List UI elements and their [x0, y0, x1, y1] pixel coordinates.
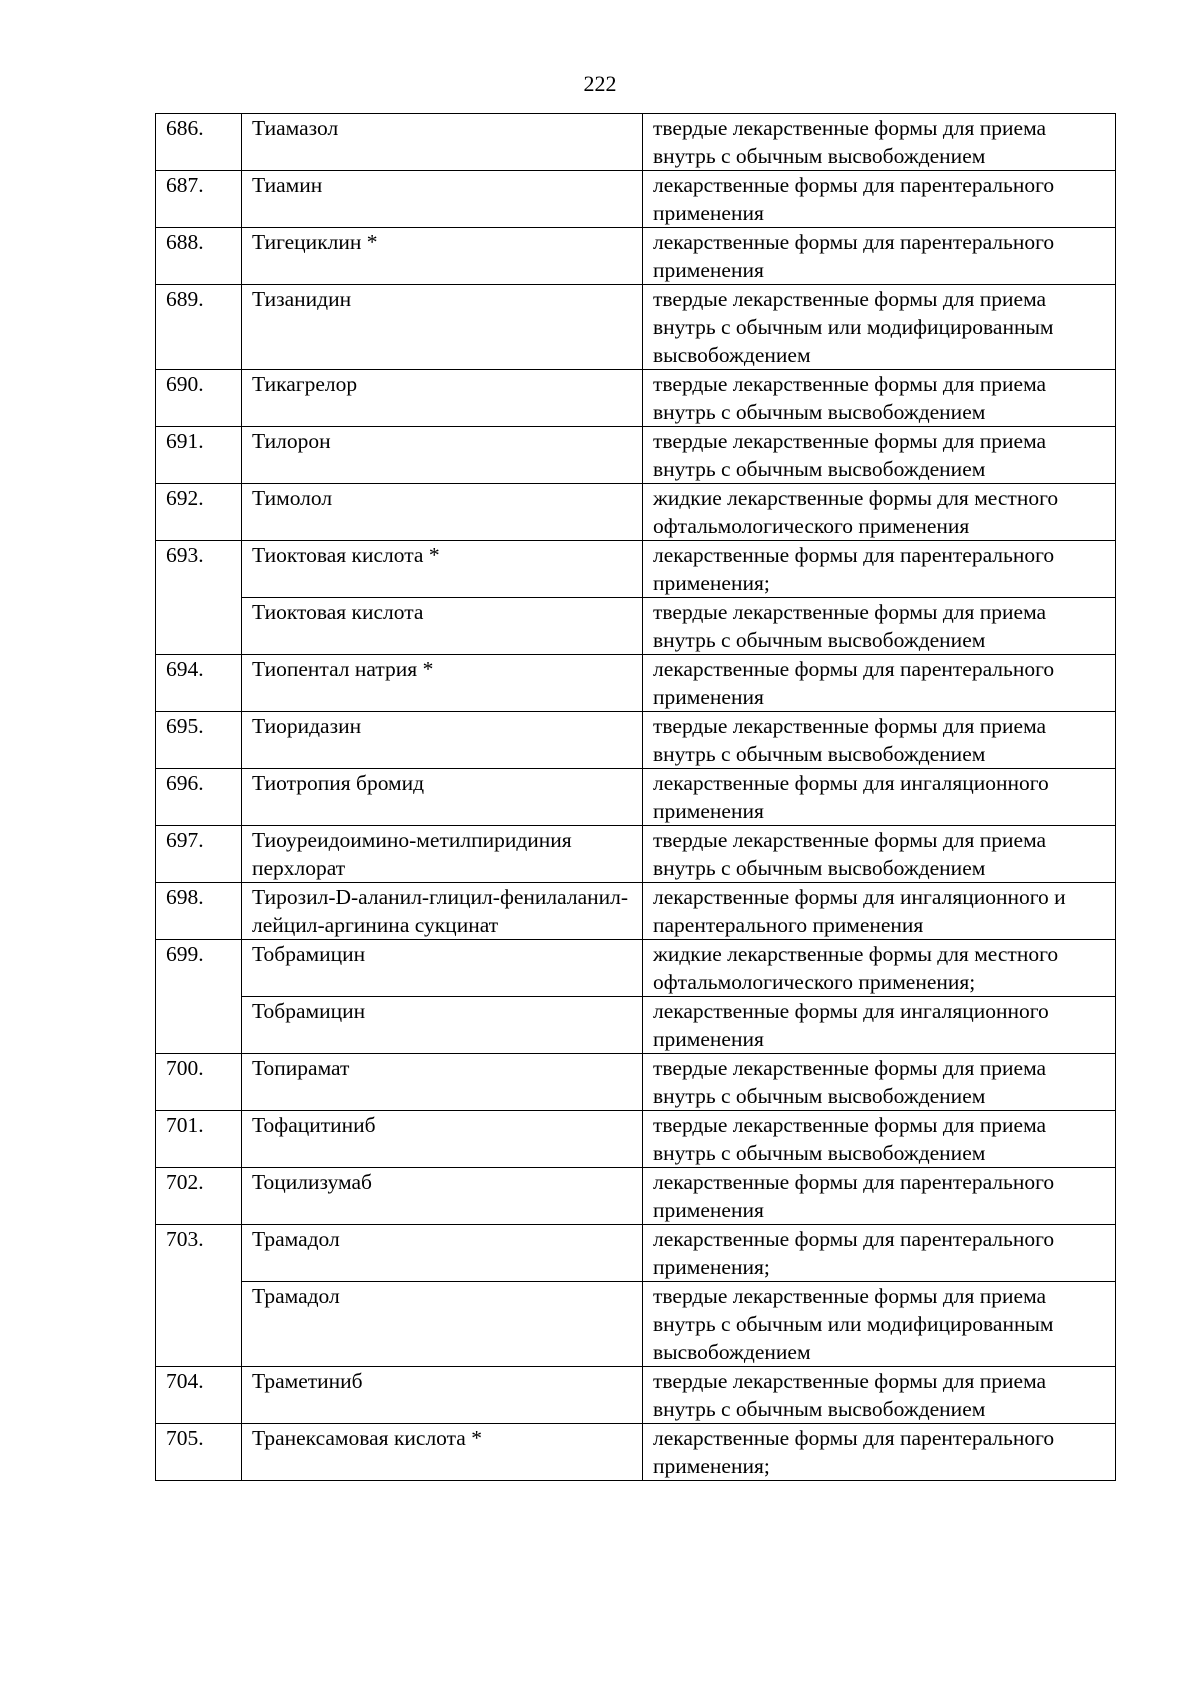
row-number: 691.: [156, 427, 242, 484]
dosage-form: лекарственные формы для парентерального применения: [643, 228, 1116, 285]
table-row: [156, 1367, 1116, 1424]
row-number: 697.: [156, 826, 242, 883]
dosage-form: твердые лекарственные формы для приема внутрь с обычным высвобождением: [643, 1367, 1116, 1424]
table-row: [156, 769, 1116, 826]
dosage-form: твердые лекарственные формы для приема внутрь с обычным высвобождением: [643, 370, 1116, 427]
drug-name: Тилорон: [242, 427, 643, 484]
row-number: 694.: [156, 655, 242, 712]
table-row: [156, 1225, 1116, 1282]
row-number: 686.: [156, 114, 242, 171]
table-row: [156, 1424, 1116, 1481]
drug-name: Тигециклин *: [242, 228, 643, 285]
table-row: [156, 1054, 1116, 1111]
drug-name: Тиамазол: [242, 114, 643, 171]
row-number: 701.: [156, 1111, 242, 1168]
row-number: 687.: [156, 171, 242, 228]
row-number: 705.: [156, 1424, 242, 1481]
drug-name: Топирамат: [242, 1054, 643, 1111]
row-number: 688.: [156, 228, 242, 285]
row-number: 692.: [156, 484, 242, 541]
dosage-form: лекарственные формы для ингаляционного и парентерального применения: [643, 883, 1116, 940]
dosage-form: жидкие лекарственные формы для местного офтальмологического применения: [643, 484, 1116, 541]
drug-name: Тиоктовая кислота: [242, 598, 643, 655]
drug-name: Тиотропия бромид: [242, 769, 643, 826]
drug-name: Тимолол: [242, 484, 643, 541]
table-row: [156, 712, 1116, 769]
drug-name: Тоцилизумаб: [242, 1168, 643, 1225]
dosage-form: лекарственные формы для парентерального применения;: [643, 1225, 1116, 1282]
row-number: 704.: [156, 1367, 242, 1424]
row-number: 700.: [156, 1054, 242, 1111]
drug-name: Тиоуреидоимино-метилпиридиния перхлорат: [242, 826, 643, 883]
dosage-form: твердые лекарственные формы для приема внутрь с обычным или модифицированным высвобождением: [643, 285, 1116, 370]
table-row: [156, 484, 1116, 541]
table-row: [156, 285, 1116, 370]
drug-name: Тикагрелор: [242, 370, 643, 427]
drug-name: Траметиниб: [242, 1367, 643, 1424]
table-row: [156, 826, 1116, 883]
table-row: [156, 1282, 1116, 1367]
drug-name: Тиопентал натрия *: [242, 655, 643, 712]
table-row: [156, 228, 1116, 285]
drug-name: Тиамин: [242, 171, 643, 228]
dosage-form: твердые лекарственные формы для приема внутрь с обычным высвобождением: [643, 598, 1116, 655]
table-row: [156, 1111, 1116, 1168]
dosage-form: лекарственные формы для ингаляционного применения: [643, 769, 1116, 826]
table-row: [156, 171, 1116, 228]
dosage-form: лекарственные формы для парентерального применения: [643, 1168, 1116, 1225]
table-row: [156, 655, 1116, 712]
dosage-form: твердые лекарственные формы для приема внутрь с обычным высвобождением: [643, 712, 1116, 769]
table-row: [156, 940, 1116, 997]
table-row: [156, 883, 1116, 940]
row-number: 693.: [156, 541, 242, 655]
table-row: [156, 114, 1116, 171]
dosage-form: жидкие лекарственные формы для местного офтальмологического применения;: [643, 940, 1116, 997]
row-number: 699.: [156, 940, 242, 1054]
table-row: [156, 370, 1116, 427]
row-number: 702.: [156, 1168, 242, 1225]
drug-name: Трамадол: [242, 1225, 643, 1282]
dosage-form: лекарственные формы для парентерального применения;: [643, 541, 1116, 598]
drug-name: Тирозил-D-аланил-глицил-фенилаланил-лейцил-аргинина сукцинат: [242, 883, 643, 940]
row-number: 696.: [156, 769, 242, 826]
dosage-form: твердые лекарственные формы для приема внутрь с обычным высвобождением: [643, 1054, 1116, 1111]
table-row: [156, 541, 1116, 598]
row-number: 698.: [156, 883, 242, 940]
page-number: 222: [583, 71, 617, 96]
drug-name: Транексамовая кислота *: [242, 1424, 643, 1481]
row-number: 690.: [156, 370, 242, 427]
dosage-form: твердые лекарственные формы для приема внутрь с обычным высвобождением: [643, 826, 1116, 883]
row-number: 703.: [156, 1225, 242, 1367]
dosage-form: лекарственные формы для ингаляционного применения: [643, 997, 1116, 1054]
row-number: 695.: [156, 712, 242, 769]
dosage-form: лекарственные формы для парентерального применения: [643, 171, 1116, 228]
table-row: [156, 598, 1116, 655]
drug-name: Трамадол: [242, 1282, 643, 1367]
dosage-form: твердые лекарственные формы для приема внутрь с обычным высвобождением: [643, 427, 1116, 484]
table-row: [156, 1168, 1116, 1225]
drug-name: Тизанидин: [242, 285, 643, 370]
drug-name: Тиоктовая кислота *: [242, 541, 643, 598]
table-row: [156, 427, 1116, 484]
dosage-form: лекарственные формы для парентерального применения: [643, 655, 1116, 712]
dosage-form: твердые лекарственные формы для приема внутрь с обычным или модифицированным высвобождением: [643, 1282, 1116, 1367]
dosage-form: твердые лекарственные формы для приема внутрь с обычным высвобождением: [643, 114, 1116, 171]
drug-table: [155, 113, 1116, 1481]
dosage-form: лекарственные формы для парентерального применения;: [643, 1424, 1116, 1481]
table-row: [156, 997, 1116, 1054]
row-number: 689.: [156, 285, 242, 370]
drug-name: Тобрамицин: [242, 997, 643, 1054]
dosage-form: твердые лекарственные формы для приема внутрь с обычным высвобождением: [643, 1111, 1116, 1168]
drug-name: Тиоридазин: [242, 712, 643, 769]
drug-name: Тофацитиниб: [242, 1111, 643, 1168]
drug-name: Тобрамицин: [242, 940, 643, 997]
